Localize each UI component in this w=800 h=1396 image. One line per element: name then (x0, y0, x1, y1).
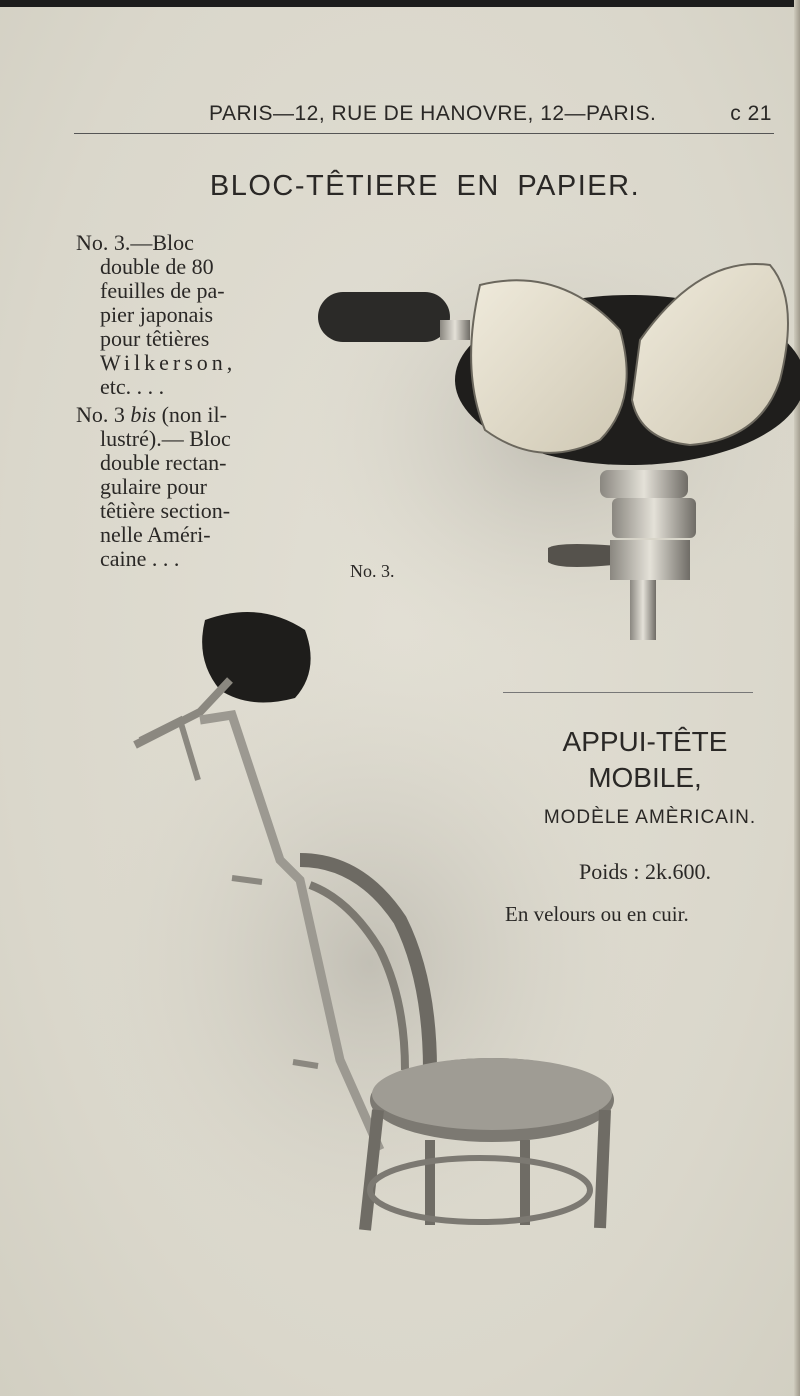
appui-subtitle: MODÈLE AMÈRICAIN. (543, 807, 757, 828)
weight-text: Poids : 2k.600. (579, 859, 712, 884)
item-no3-line: etc. . . . (100, 374, 165, 399)
item-no3-description (76, 231, 236, 399)
section-title-appui-tete (500, 724, 790, 796)
item-no3-line: No. 3.—Bloc (76, 230, 194, 255)
item-no3-bis-line: têtière section- (100, 498, 231, 523)
item-no3-bis-line: nelle Améri- (100, 522, 211, 547)
item-no3-bis-line: double rectan- (100, 450, 227, 475)
bis-italic: bis (130, 402, 157, 427)
item-no3-line: feuilles de pa- (100, 278, 225, 303)
mobile-headrest-chair-illustration (70, 600, 670, 1260)
appui-title-line1: APPUI-TÊTE (562, 726, 728, 757)
section-divider-rule (503, 692, 753, 693)
appui-title-line2: MOBILE, (588, 762, 702, 793)
section-title-bloc-tetiere: BLOC-TÊTIERE EN PAPIER. (209, 170, 641, 202)
item-no3-bis-line: lustré).— Bloc (100, 426, 231, 451)
material-text: En velours ou en cuir. (505, 902, 689, 926)
headrest-block-illustration (290, 200, 800, 660)
item-no3-bis-line: No. 3 bis (non il- (76, 402, 227, 427)
item-no3-line: pour têtières (100, 326, 210, 351)
page-number: c 21 (730, 102, 772, 125)
item-no3-bis-line: gulaire pour (100, 474, 207, 499)
item-no3-line: double de 80 (100, 254, 214, 279)
item-no3-bis-description (76, 403, 231, 571)
item-no3-line: Wilkerson, (100, 350, 237, 375)
running-head-address: PARIS—12, RUE DE HANOVRE, 12—PARIS. (209, 102, 657, 125)
item-no3-line: pier japonais (100, 302, 214, 327)
item-no3-bis-line: caine . . . (100, 546, 180, 571)
figure-caption-no3: No. 3. (350, 561, 395, 581)
header-rule (74, 133, 774, 134)
running-head (74, 100, 774, 130)
